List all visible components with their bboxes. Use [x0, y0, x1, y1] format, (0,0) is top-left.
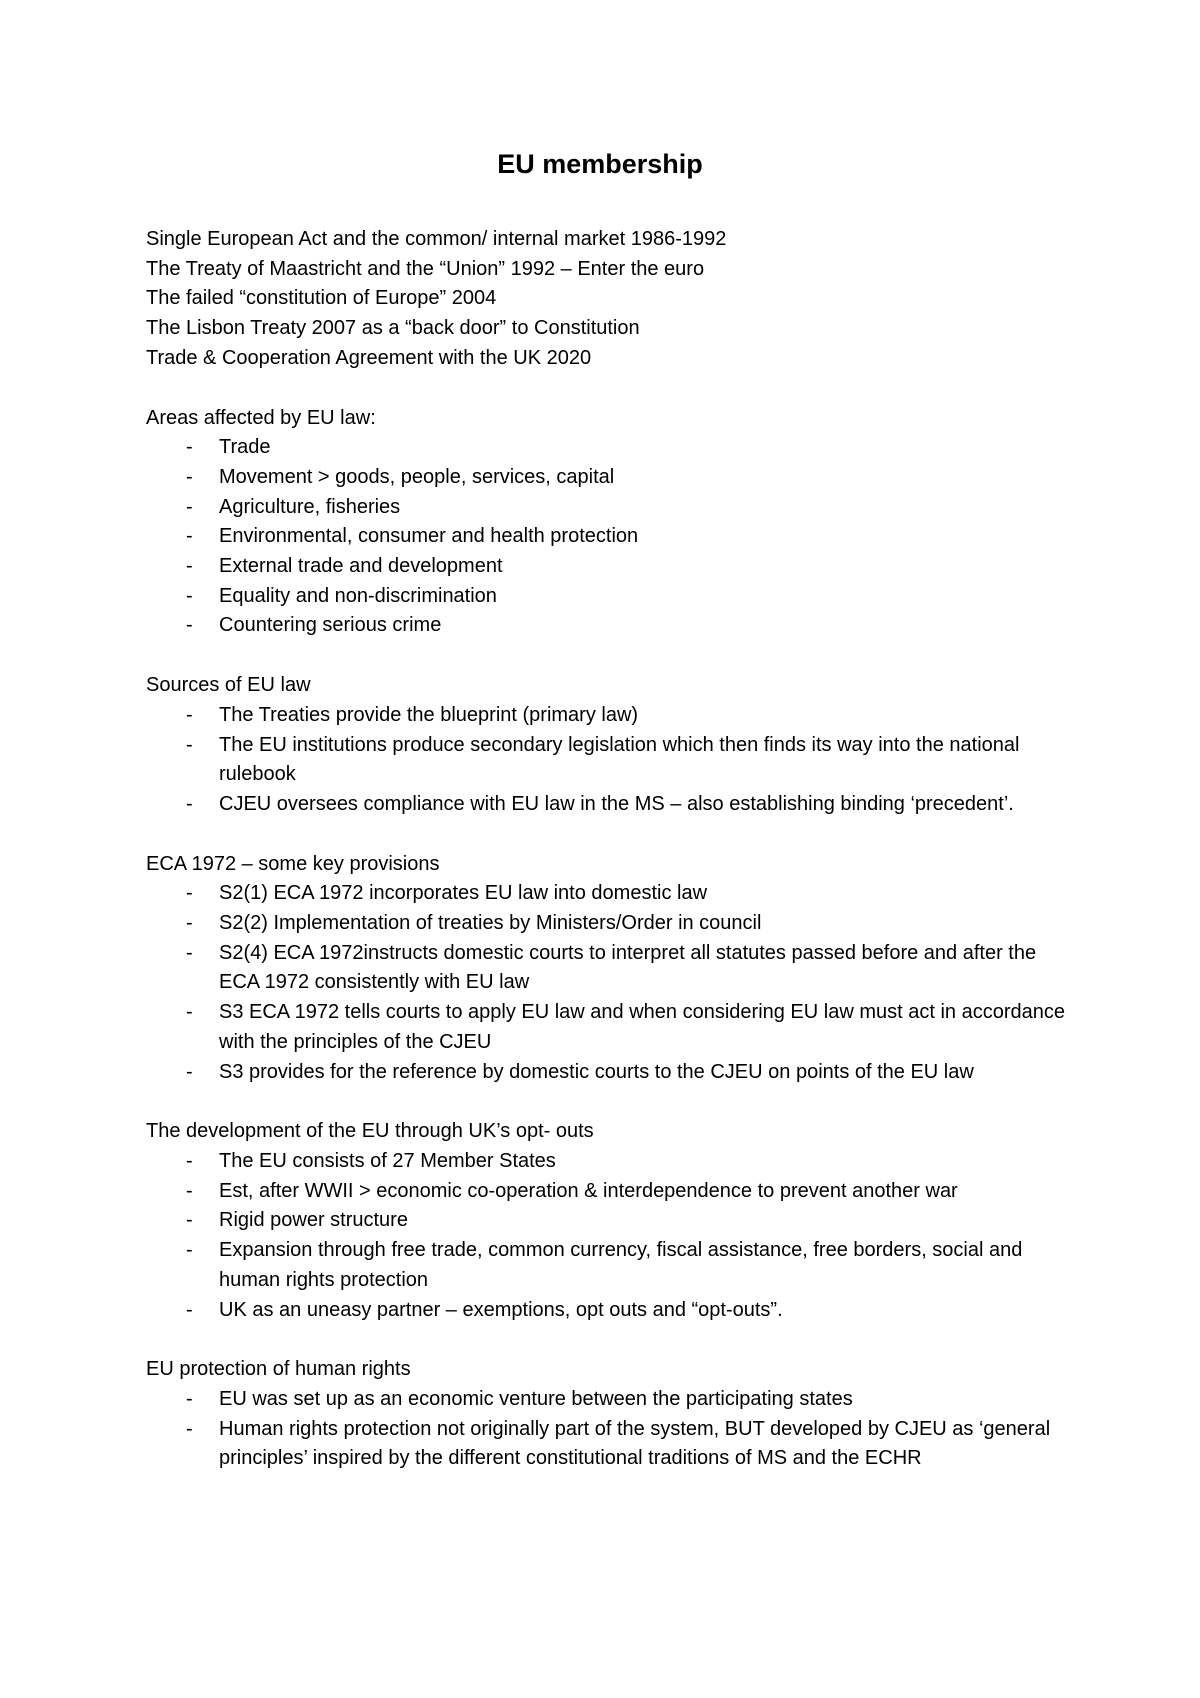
list-item-text: Agriculture, fisheries	[219, 495, 401, 518]
list-item-text: Human rights protection not originally part of the system, BUT developed by CJEU as ‘general principles’ inspired by the different constitutional traditions of MS and the ECHR	[219, 1417, 1051, 1470]
section-human-rights	[146, 1355, 1076, 1474]
section-heading: EU protection of human rights	[146, 1358, 411, 1381]
list-item	[146, 582, 1076, 612]
intro-line: Single European Act and the common/ internal market 1986-1992	[146, 228, 727, 250]
list-item	[146, 1296, 1076, 1326]
bullet-dash: -	[186, 436, 193, 459]
bullet-dash: -	[186, 1149, 193, 1172]
bullet-dash: -	[186, 1060, 193, 1083]
list-item-text: S3 provides for the reference by domestic courts to the CJEU on points of the EU law	[219, 1060, 974, 1083]
intro-block	[146, 225, 1076, 374]
bullet-dash: -	[186, 584, 193, 607]
bullet-dash: -	[186, 1387, 193, 1410]
list-item	[146, 939, 1076, 998]
bullet-dash: -	[186, 614, 193, 637]
list-item-text: Expansion through free trade, common currency, fiscal assistance, free borders, social and human rights protection	[219, 1239, 1023, 1291]
bullet-dash: -	[186, 912, 193, 935]
list-item	[146, 731, 1076, 790]
bullet-dash: -	[186, 733, 193, 756]
bullet-dash: -	[186, 882, 193, 905]
intro-line: Trade & Cooperation Agreement with the UK 2020	[146, 346, 592, 369]
list-item-text: External trade and development	[219, 555, 503, 578]
list-item-text: S2(4) ECA 1972instructs domestic courts to interpret all statutes passed before and after the ECA 1972 consistently with EU law	[219, 941, 1037, 994]
bullet-dash: -	[186, 1239, 193, 1262]
bullet-dash: -	[186, 1298, 193, 1321]
bullet-dash: -	[186, 1001, 193, 1024]
list-item	[146, 433, 1076, 463]
bullet-dash: -	[186, 1417, 193, 1440]
list-item-text: S2(1) ECA 1972 incorporates EU law into domestic law	[219, 882, 708, 905]
bullet-dash: -	[186, 1179, 193, 1202]
list-item-text: S3 ECA 1972 tells courts to apply EU law and when considering EU law must act in accordance with the principles of the CJEU	[219, 1001, 1065, 1053]
list-item	[146, 1147, 1076, 1177]
intro-line: The Treaty of Maastricht and the “Union” 1992 – Enter the euro	[146, 257, 705, 280]
intro-line: The Lisbon Treaty 2007 as a “back door” to Constitution	[146, 317, 640, 340]
list-item-text: CJEU oversees compliance with EU law in the MS – also establishing binding ‘precedent’.	[219, 792, 1014, 815]
list-item	[146, 1206, 1076, 1236]
list-item-text: Countering serious crime	[219, 614, 442, 637]
bullet-dash: -	[186, 1209, 193, 1232]
list-item-text: Equality and non-discrimination	[219, 584, 497, 607]
section-areas-affected	[146, 404, 1076, 642]
document-body	[146, 225, 1076, 1504]
section-eca-1972	[146, 850, 1076, 1088]
list-item	[146, 611, 1076, 641]
list-item-text: The EU institutions produce secondary legislation which then finds its way into the national rulebook	[219, 733, 1020, 786]
bullet-list	[146, 1147, 1076, 1325]
page-title: EU membership	[497, 149, 703, 179]
list-item	[146, 1058, 1076, 1088]
bullet-list	[146, 879, 1076, 1087]
list-item	[146, 463, 1076, 493]
bullet-dash: -	[186, 792, 193, 815]
section-heading: Areas affected by EU law:	[146, 406, 376, 429]
list-item	[146, 998, 1076, 1057]
list-item-text: The EU consists of 27 Member States	[219, 1149, 556, 1172]
list-item	[146, 879, 1076, 909]
list-item	[146, 701, 1076, 731]
bullet-list	[146, 701, 1076, 820]
list-item-text: Rigid power structure	[219, 1209, 408, 1232]
list-item-text: Environmental, consumer and health protection	[219, 525, 639, 548]
list-item-text: The Treaties provide the blueprint (primary law)	[219, 703, 639, 726]
bullet-dash: -	[186, 465, 193, 488]
bullet-list	[146, 1385, 1076, 1474]
list-item	[146, 1385, 1076, 1415]
bullet-dash: -	[186, 555, 193, 578]
section-uk-opt-outs	[146, 1117, 1076, 1325]
list-item	[146, 1177, 1076, 1207]
list-item-text: Movement > goods, people, services, capital	[219, 465, 615, 488]
list-item	[146, 909, 1076, 939]
list-item	[146, 522, 1076, 552]
list-item-text: EU was set up as an economic venture between the participating states	[219, 1387, 853, 1410]
section-heading: The development of the EU through UK’s opt- outs	[146, 1120, 594, 1143]
bullet-dash: -	[186, 703, 193, 726]
section-sources-of-eu-law	[146, 671, 1076, 820]
section-heading: Sources of EU law	[146, 674, 311, 697]
list-item	[146, 790, 1076, 820]
list-item-text: UK as an uneasy partner – exemptions, opt outs and “opt-outs”.	[219, 1298, 783, 1321]
list-item	[146, 493, 1076, 523]
list-item-text: Trade	[219, 436, 271, 459]
list-item-text: S2(2) Implementation of treaties by Ministers/Order in council	[219, 912, 762, 935]
bullet-dash: -	[186, 495, 193, 518]
intro-line: The failed “constitution of Europe” 2004	[146, 287, 497, 310]
list-item	[146, 552, 1076, 582]
list-item	[146, 1415, 1076, 1474]
list-item-text: Est, after WWII > economic co-operation & interdependence to prevent another war	[219, 1179, 958, 1202]
bullet-dash: -	[186, 525, 193, 548]
bullet-list	[146, 433, 1076, 641]
bullet-dash: -	[186, 941, 193, 964]
section-heading: ECA 1972 – some key provisions	[146, 852, 440, 875]
list-item	[146, 1236, 1076, 1295]
